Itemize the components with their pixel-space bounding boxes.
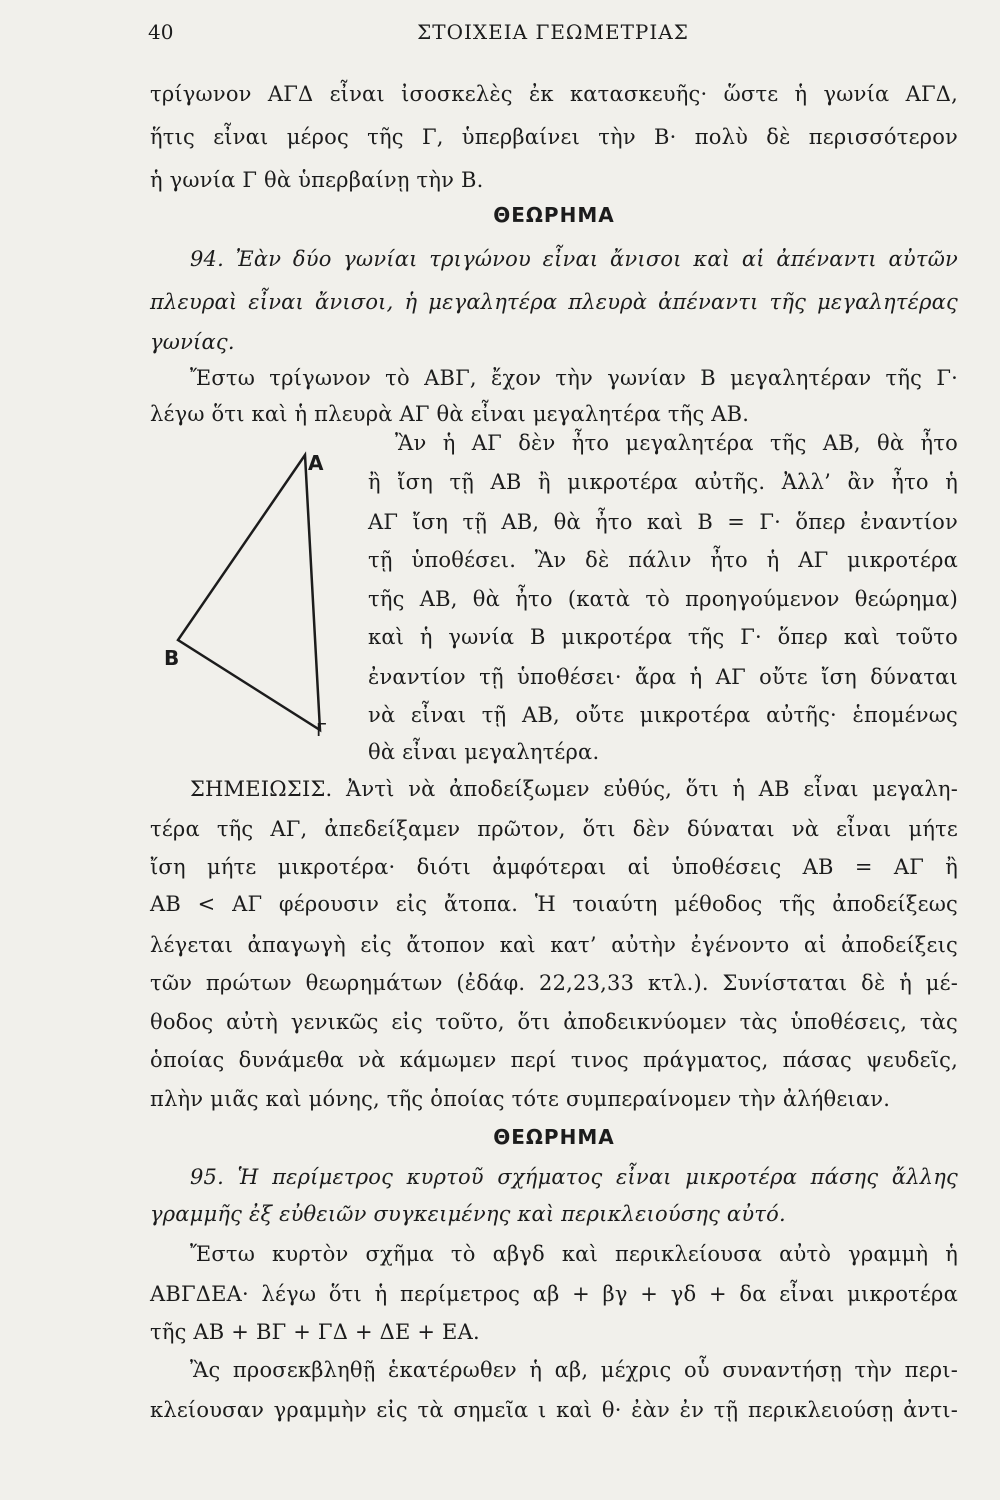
page-number: 40 — [148, 20, 174, 44]
proof-line: τῆς ΑΒ + ΒΓ + ΓΔ + ΔΕ + ΕΑ. — [150, 1320, 480, 1344]
proof-line: Ἔστω κυρτὸν σχῆμα τὸ αβγδ καὶ περικλείουσα αὐτὸ γραμμὴ ἡ — [190, 1242, 958, 1266]
proof-line: νὰ εἶναι τῇ ΑΒ, οὔτε μικροτέρα αὐτῆς· ἑπομένως — [368, 703, 958, 727]
proof-line: Ἂν ἡ ΑΓ δὲν ἦτο μεγαλητέρα τῆς ΑΒ, θὰ ἦτο — [395, 431, 958, 455]
proof-line: τῆς ΑΒ, θὰ ἦτο (κατὰ τὸ προηγούμενον θεώρημα) — [368, 587, 958, 611]
theorem-statement-line: 95. Ἡ περίμετρος κυρτοῦ σχήματος εἶναι μικροτέρα πάσης ἄλλης — [190, 1165, 958, 1189]
proof-line: λέγω ὅτι καὶ ἡ πλευρὰ ΑΓ θὰ εἶναι μεγαλητέρα τῆς ΑΒ. — [150, 402, 750, 426]
theorem-statement-line: πλευραὶ εἶναι ἄνισοι, ἡ μεγαλητέρα πλευρὰ ἀπέναντι τῆς μεγαλητέρας — [150, 290, 958, 314]
remark-line: ὁποίας δυνάμεθα νὰ κάμωμεν περί τινος πράγματος, πάσας ψευδεῖς, — [150, 1048, 958, 1072]
theorem-statement-line: γωνίας. — [150, 330, 235, 354]
proof-line: ἢ ἴση τῇ ΑΒ ἢ μικροτέρα αὐτῆς. Ἀλλ’ ἂν ἦτο ἡ — [368, 470, 958, 494]
proof-line: θὰ εἶναι μεγαλητέρα. — [368, 740, 600, 764]
proof-line: καὶ ἡ γωνία Β μικροτέρα τῆς Γ· ὅπερ καὶ τοῦτο — [368, 625, 958, 649]
text-line: τρίγωνον ΑΓΔ εἶναι ἰσοσκελὲς ἐκ κατασκευῆς· ὥστε ἡ γωνία ΑΓΔ, — [150, 82, 958, 106]
proof-line: Ἂς προσεκβληθῇ ἑκατέρωθεν ἡ αβ, μέχρις οὗ συναντήσῃ τὴν περι- — [190, 1358, 958, 1382]
proof-line: ΑΒΓΔΕΑ· λέγω ὅτι ἡ περίμετρος αβ + βγ + γδ + δα εἶναι μικροτέρα — [150, 1282, 958, 1306]
running-head — [148, 20, 958, 50]
remark-line: πλὴν μιᾶς καὶ μόνης, τῆς ὁποίας τότε συμπεραίνομεν τὴν ἀλήθειαν. — [150, 1087, 891, 1111]
text-line: ἡ γωνία Γ θὰ ὑπερβαίνῃ τὴν Β. — [150, 168, 484, 192]
remark-line: ΑΒ < ΑΓ φέρουσιν εἰς ἄτοπα. Ἡ τοιαύτη μέθοδος τῆς ἀποδείξεως — [150, 892, 958, 916]
remark-line: τέρα τῆς ΑΓ, ἀπεδείξαμεν πρῶτον, ὅτι δὲν δύναται νὰ εἶναι μήτε — [150, 817, 958, 841]
vertex-label-b: Β — [164, 646, 180, 670]
proof-line: ἐναντίον τῇ ὑποθέσει· ἄρα ἡ ΑΓ οὔτε ἴση δύναται — [368, 665, 958, 689]
remark-line: ἴση μήτε μικροτέρα· διότι ἀμφότεραι αἱ ὑποθέσεις ΑΒ = ΑΓ ἢ — [150, 855, 958, 879]
remark-line: θοδος αὐτὴ γενικῶς εἰς τοῦτο, ὅτι ἀποδεικνύομεν τὰς ὑποθέσεις, τὰς — [150, 1010, 958, 1034]
section-heading: ΘΕΩΡΗΜΑ — [493, 203, 615, 227]
text-line: ἥτις εἶναι μέρος τῆς Γ, ὑπερβαίνει τὴν Β· πολὺ δὲ περισσότερον — [150, 125, 958, 149]
remark-line: λέγεται ἀπαγωγὴ εἰς ἄτοπον καὶ κατ’ αὐτὴν ἐγένοντο αἱ ἀποδείξεις — [150, 933, 958, 957]
theorem-statement-line: γραμμῆς ἐξ εὐθειῶν συγκειμένης καὶ περικλειούσης αὐτό. — [150, 1202, 786, 1226]
remark-line: ΣΗΜΕΙΩΣΙΣ. Ἀντὶ νὰ ἀποδείξωμεν εὐθύς, ὅτι ἡ ΑΒ εἶναι μεγαλη- — [190, 777, 958, 801]
section-heading: ΘΕΩΡΗΜΑ — [493, 1125, 615, 1149]
proof-line: κλείουσαν γραμμὴν εἰς τὰ σημεῖα ι καὶ θ· ἐὰν ἐν τῇ περικλειούσῃ ἀντι- — [150, 1398, 958, 1422]
vertex-label-g: Γ — [316, 720, 327, 740]
vertex-label-a: Α — [308, 451, 324, 475]
proof-line: Ἔστω τρίγωνον τὸ ΑΒΓ, ἔχον τὴν γωνίαν Β μεγαλητέραν τῆς Γ· — [190, 366, 958, 390]
running-title: ΣΤΟΙΧΕΙΑ ΓΕΩΜΕΤΡΙΑΣ — [417, 20, 689, 44]
remark-line: τῶν πρώτων θεωρημάτων (ἐδάφ. 22,23,33 κτλ.). Συνίσταται δὲ ἡ μέ- — [150, 971, 958, 995]
triangle-figure — [150, 440, 360, 740]
proof-line: τῇ ὑποθέσει. Ἂν δὲ πάλιν ἦτο ἡ ΑΓ μικροτέρα — [368, 548, 958, 572]
proof-line: ΑΓ ἴση τῇ ΑΒ, θὰ ἦτο καὶ Β = Γ· ὅπερ ἐναντίον — [368, 510, 958, 534]
theorem-statement-line: 94. Ἐὰν δύο γωνίαι τριγώνου εἶναι ἄνισοι καὶ αἱ ἀπέναντι αὐτῶν — [190, 247, 958, 271]
triangle-abg — [178, 455, 320, 730]
